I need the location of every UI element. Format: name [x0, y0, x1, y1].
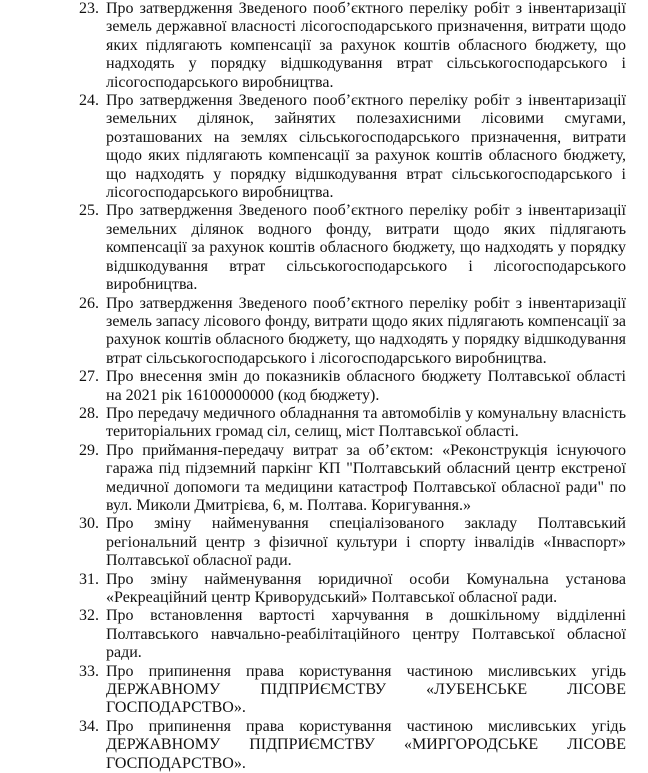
item-number: 34.: [79, 717, 99, 735]
item-number: 26.: [79, 294, 99, 312]
item-text: Про затвердження Зведеного пооб’єктного переліку робіт з інвентаризації земель державної власності лісогосподарського призначення, витрати щодо яких підлягають компенсації за рахунок коштів обласного бюджету, що надходять у порядку відшкодування втрат сільськогосподарського і лісогосподарського виробництва.: [106, 0, 626, 91]
list-item: [0, 442, 648, 516]
item-number: 30.: [79, 515, 99, 533]
item-number: 31.: [79, 570, 99, 588]
item-text: Про припинення права користування частиною мисливських угідь ДЕРЖАВНОМУ ПІДПРИЄМСТВУ «МИРГОРОДСЬКЕ ЛІСОВЕ ГОСПОДАРСТВО».: [106, 717, 626, 772]
item-text: Про затвердження Зведеного пооб’єктного переліку робіт з інвентаризації земельних ділянок водного фонду, витрати щодо яких підлягають компенсації за рахунок коштів обласного бюджету, що надходять у порядку відшкодування втрат сільськогосподарського і лісогосподарського виробництва.: [106, 202, 626, 294]
list-item: [0, 607, 648, 662]
item-number: 33.: [79, 662, 99, 680]
item-text: Про внесення змін до показників обласного бюджету Полтавської області на 2021 рік 16100000000 (код бюджету).: [106, 368, 626, 404]
item-number: 28.: [79, 404, 99, 422]
item-text: Про затвердження Зведеного пооб’єктного переліку робіт з інвентаризації земель запасу лісового фонду, витрати щодо яких підлягають компенсації за рахунок коштів обласного бюджету, що надходять у порядку відшкодування втрат сільськогосподарського і лісогосподарського виробництва.: [106, 294, 627, 367]
item-number: 32.: [79, 607, 99, 625]
list-item: [0, 515, 648, 570]
item-number: 29.: [79, 441, 99, 459]
item-text: Про зміну найменування спеціалізованого закладу Полтавський регіональний центр з фізичної культури і спорту інвалідів «Інваспорт» Полтавської обласної ради.: [106, 515, 626, 570]
item-number: 24.: [79, 92, 99, 110]
item-text: Про затвердження Зведеного пооб’єктного переліку робіт з інвентаризації земельних ділянок, зайнятих полезахисними лісовими смугами, розташованих на землях сільськогосподарського призначення, витрати щодо яких підлягають компенсації за рахунок коштів обласного бюджету, що надходять у порядку відшкодування втрат сільськогосподарського і лісогосподарського виробництва.: [106, 92, 626, 202]
item-number: 23.: [79, 0, 99, 17]
item-text: Про зміну найменування юридичної особи Комунальна установа «Рекреаційний центр Криворудський» Полтавської обласної ради.: [106, 570, 626, 606]
list-item: [0, 202, 648, 294]
item-text: Про приймання-передачу витрат за об’єктом: «Реконструкція існуючого гаража під підземний паркінг КП "Полтавський обласний центр екстреної медичної допомоги та медицини катастроф Полтавської обласної ради" по вул. Миколи Дмитрієва, 6, м. Полтава. Коригування.»: [106, 441, 626, 514]
list-item: [0, 718, 648, 773]
item-number: 27.: [79, 368, 99, 386]
list-item: [0, 92, 648, 202]
item-text: Про передачу медичного обладнання та автомобілів у комунальну власність територіальних громад сіл, селищ, міст Полтавської області.: [106, 404, 626, 441]
list-item: [0, 0, 648, 92]
list-item: [0, 368, 648, 405]
list-item: [0, 663, 648, 718]
item-text: Про припинення права користування частиною мисливських угідь ДЕРЖАВНОМУ ПІДПРИЄМСТВУ «ЛУБЕНСЬКЕ ЛІСОВЕ ГОСПОДАРСТВО».: [106, 662, 626, 717]
item-text: Про встановлення вартості харчування в дошкільному відділенні Полтавського навчально-реабілітаційного центру Полтавської обласної ради.: [106, 607, 626, 662]
list-item: [0, 295, 648, 369]
list-item: [0, 405, 648, 442]
item-number: 25.: [79, 202, 99, 220]
list-item: [0, 571, 648, 608]
